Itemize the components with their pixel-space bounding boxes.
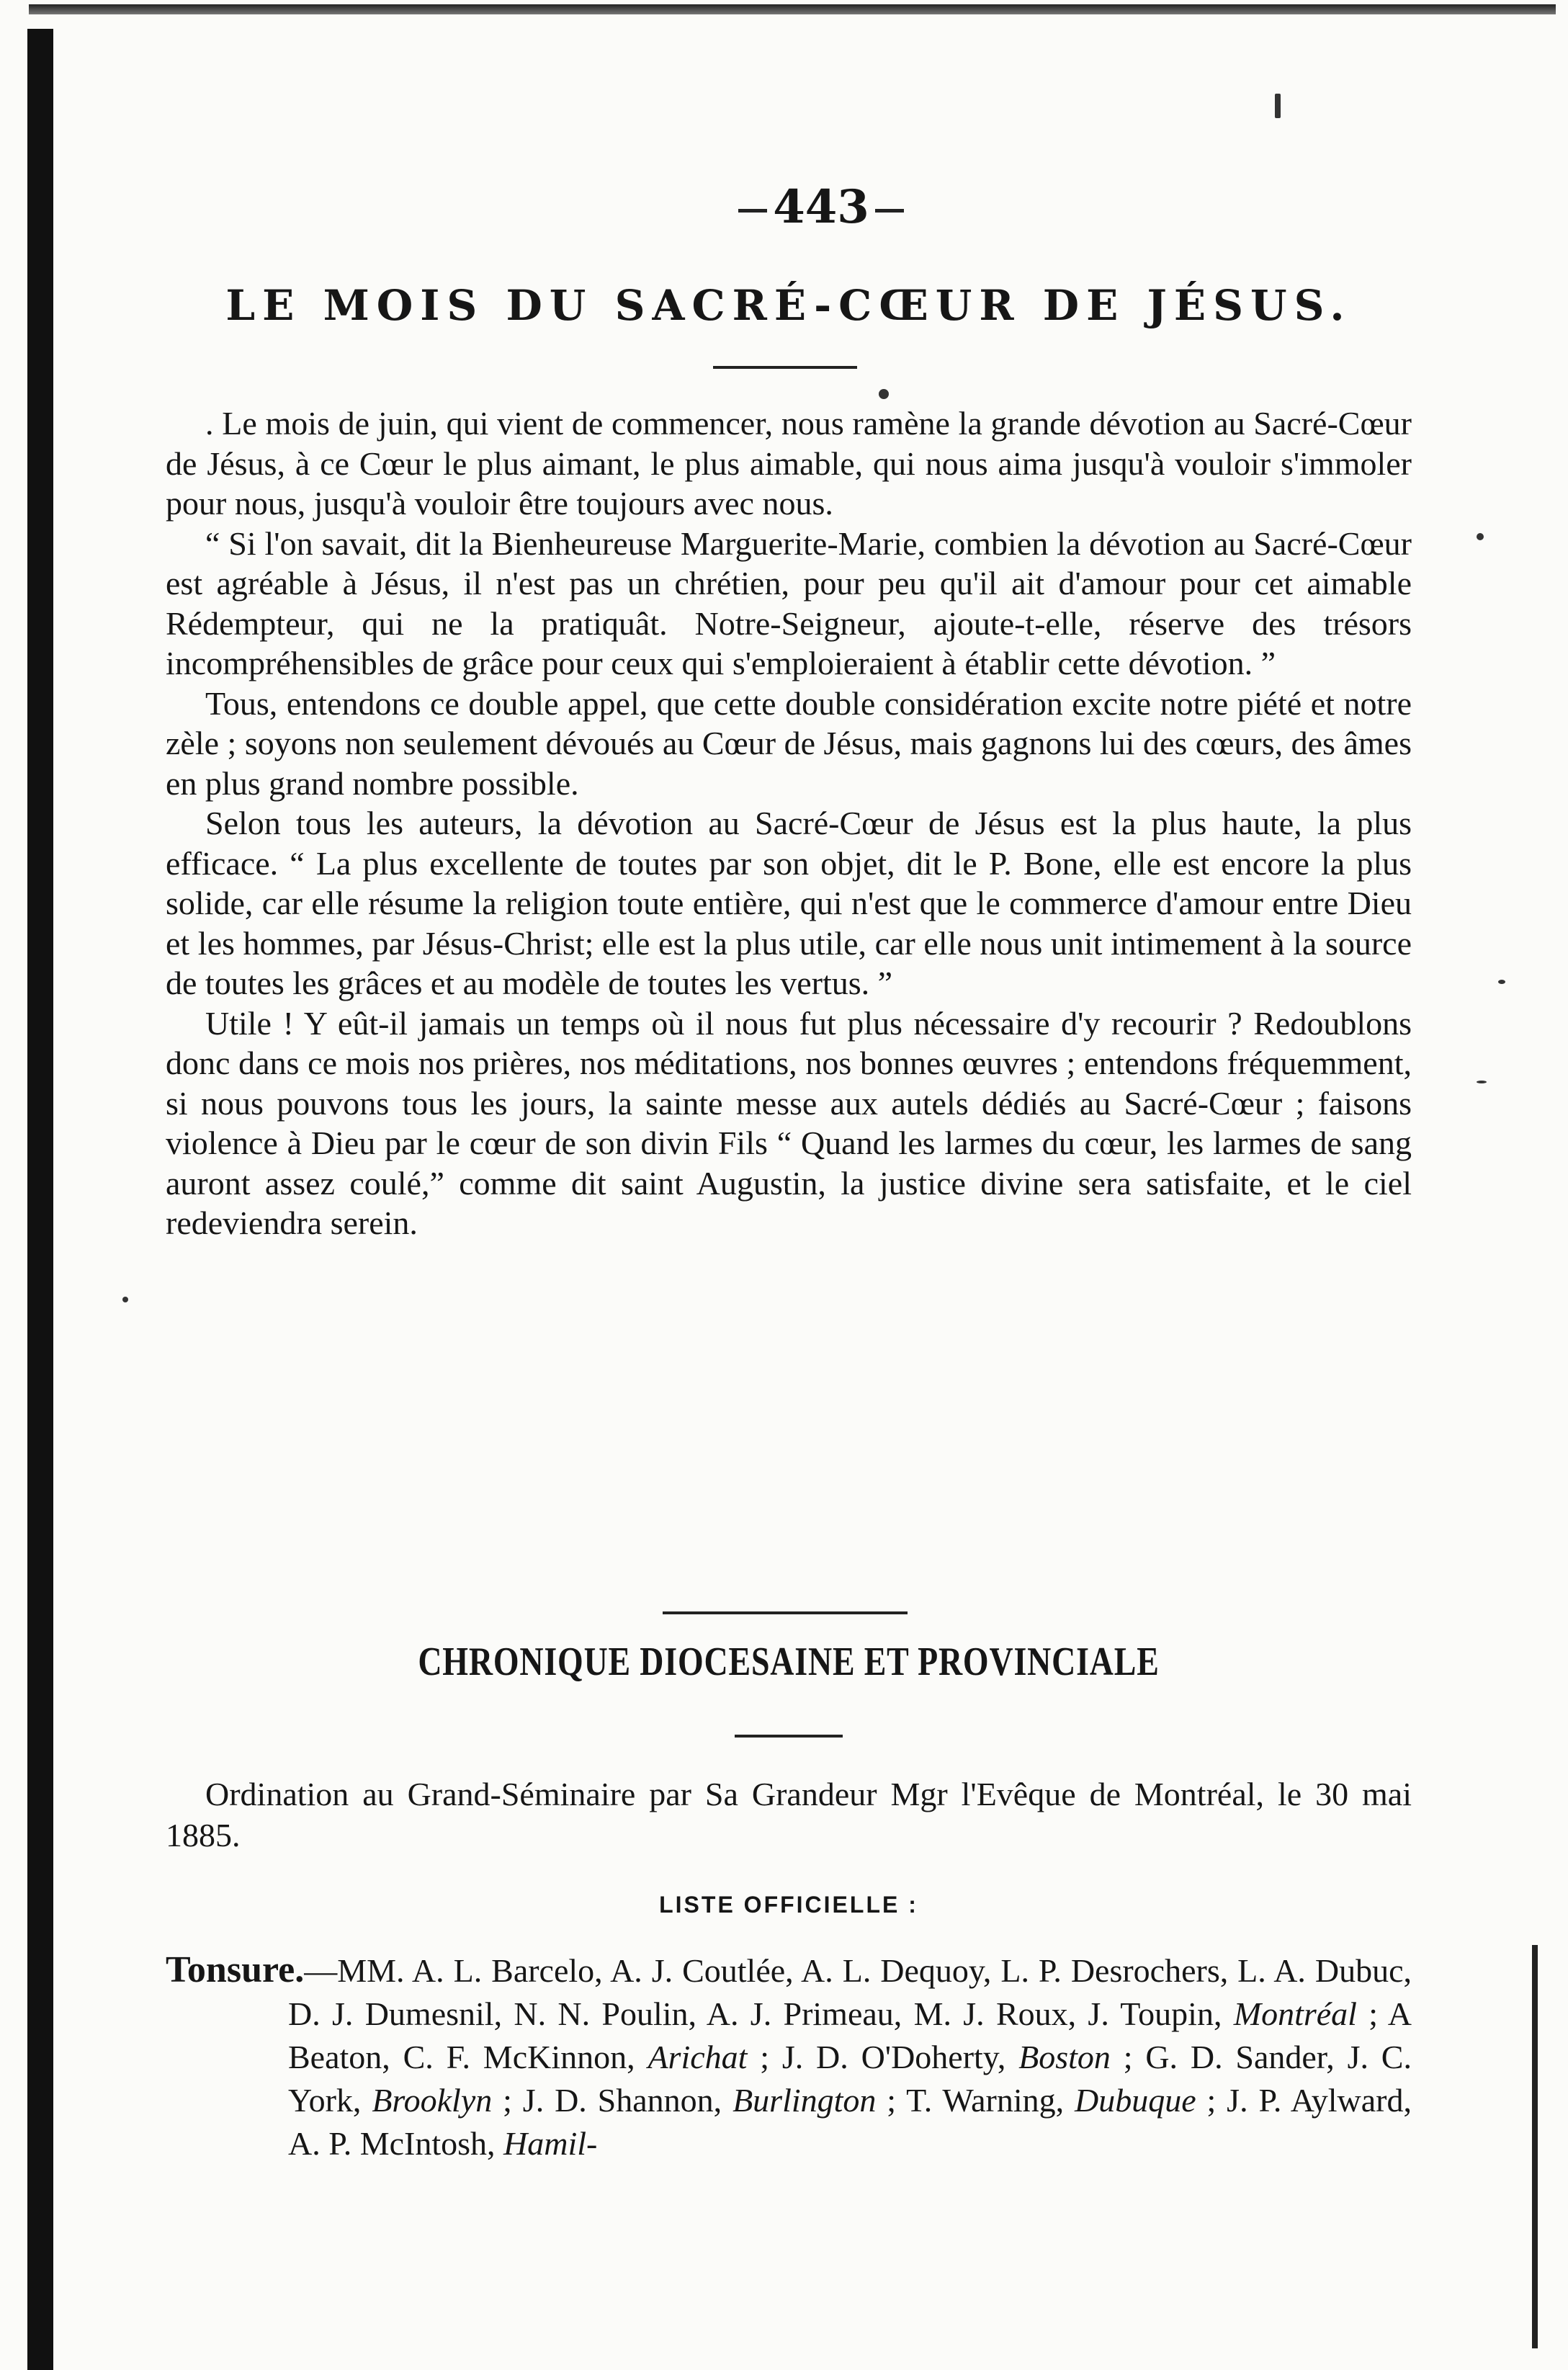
section-title: CHRONIQUE DIOCESAINE ET PROVINCIALE xyxy=(418,1640,1160,1684)
scan-speck xyxy=(1477,533,1484,540)
page-number xyxy=(727,180,915,234)
scan-speck xyxy=(122,1297,128,1302)
tonsure-names-3: ; J. D. O'Doherty, xyxy=(747,2039,1019,2075)
list-heading: LISTE OFFICIELLE : xyxy=(659,1892,918,1918)
scan-speck xyxy=(1477,1081,1487,1083)
tonsure-names-7: ; J. P. Aylward, A. P. McIntosh, xyxy=(288,2082,1412,2162)
place-boston: Boston xyxy=(1018,2039,1111,2075)
scan-speck xyxy=(1275,94,1281,118)
tonsure-names-5: ; J. D. Shannon, xyxy=(492,2082,733,2119)
tonsure-label: Tonsure. xyxy=(166,1949,305,1990)
tonsure-names-2: ; A Beaton, C. F. McKinnon, xyxy=(288,1995,1412,2075)
ordination-announcement xyxy=(166,1774,1412,1856)
article-title: LE MOIS DU SACRÉ-CŒUR DE JÉSUS. xyxy=(225,281,1352,330)
article-body xyxy=(166,403,1412,1243)
place-montreal: Montréal xyxy=(1233,1995,1357,2032)
tonsure-list xyxy=(166,1949,1412,2165)
scan-right-edge xyxy=(1532,1945,1538,2348)
paragraph-5: Utile ! Y eût-il jamais un temps où il nous fut plus nécessaire d'y recourir ? Redoublons donc dans ce mois nos prières, nos méditations, nos bonnes œuvres ; entendons fréquemment, si nous pouvons tous les jours, la sainte messe aux autels dédiés au Sacré-Cœur ; faisons violence à Dieu par le cœur de son divin Fils “ Quand les larmes du cœur, les larmes de sang auront assez coulé,” comme dit saint Augustin, la justice divine sera satisfaite, et le ciel redeviendra serein. xyxy=(166,1004,1412,1241)
section-title-rule xyxy=(735,1735,843,1738)
place-brooklyn: Brooklyn xyxy=(372,2082,493,2119)
page-number-dash-right xyxy=(875,209,904,213)
scan-left-edge xyxy=(27,29,53,2370)
scan-speck xyxy=(879,389,889,399)
scan-speck xyxy=(1498,980,1505,984)
paragraph-1: . Le mois de juin, qui vient de commencer, nous ramène la grande dévotion au Sacré-Cœur de Jésus, à ce Cœur le plus aimant, le plus aimable, qui nous aima jusqu'à vouloir s'immoler pour nous, jusqu'à vouloir être toujours avec nous. xyxy=(166,405,1412,522)
place-hamilton: Hamil- xyxy=(503,2125,598,2162)
tonsure-names-6: ; T. Warning, xyxy=(876,2082,1075,2119)
ordination-text: Ordination au Grand-Séminaire par Sa Grandeur Mgr l'Evêque de Montréal, le 30 mai 1885. xyxy=(166,1776,1412,1853)
paragraph-3: Tous, entendons ce double appel, que cette double considération excite notre piété et notre zèle ; soyons non seulement dévoués au Cœur de Jésus, mais gagnons lui des cœurs, des âmes en plus grand nombre possible. xyxy=(166,684,1412,802)
section-separator-rule xyxy=(663,1611,908,1614)
place-arichat: Arichat xyxy=(648,2039,748,2075)
paragraph-2: “ Si l'on savait, dit la Bienheureuse Marguerite-Marie, combien la dévotion au Sacré-Cœur est agréable à Jésus, il n'est pas un chrétien, pour peu qu'il ait d'amour pour cet aimable Rédempteur, qui ne la pratiquât. Notre-Seigneur, ajoute-t-elle, réserve des trésors incompréhensibles de grâce pour ceux qui s'emploieraient à établir cette dévotion. ” xyxy=(166,524,1412,681)
tonsure-names-4: ; G. D. Sander, J. C. York, xyxy=(288,2039,1412,2119)
scan-top-edge xyxy=(29,4,1556,14)
page-number-text: 443 xyxy=(773,180,869,234)
place-burlington: Burlington xyxy=(733,2082,877,2119)
paragraph-4: Selon tous les auteurs, la dévotion au Sacré-Cœur de Jésus est la plus haute, la plus efficace. “ La plus excellente de toutes par son objet, dit le P. Bone, elle est encore la plus solide, car elle résume la religion toute entière, qui n'est que le commerce d'amour entre Dieu et les hommes, par Jésus-Christ; elle est la plus utile, car elle nous unit intimement à la source de toutes les grâces et au modèle de toutes les vertus. ” xyxy=(166,805,1412,1001)
title-rule xyxy=(713,366,857,369)
page-number-dash-left xyxy=(738,209,767,213)
tonsure-names-1: —MM. A. L. Barcelo, A. J. Coutlée, A. L. Dequoy, L. P. Desrochers, L. A. Dubuc, D. J. Dumesnil, N. N. Poulin, A. J. Primeau, M. J. Roux, J. Toupin, xyxy=(288,1952,1412,2032)
place-dubuque: Dubuque xyxy=(1074,2082,1196,2119)
